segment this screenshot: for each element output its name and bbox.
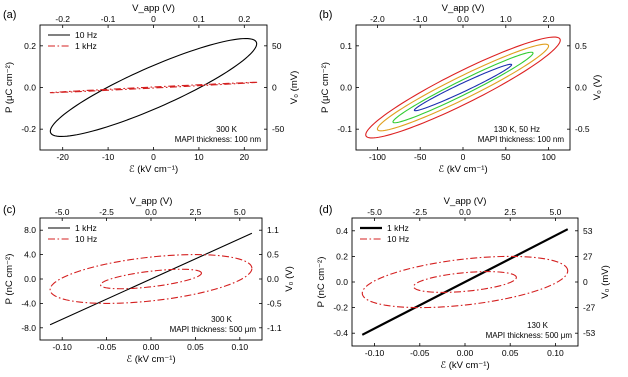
- top-axis-label: V_app (V): [129, 196, 173, 207]
- annotation: MAPI thickness: 100 nm: [174, 135, 261, 144]
- series-group: [366, 37, 561, 138]
- right-tick-label: 0.0: [575, 82, 587, 93]
- right-tick-label: 53: [583, 225, 593, 236]
- x-tick-label: 0.05: [501, 348, 519, 358]
- annotation: MAPI thickness: 100 nm: [477, 135, 564, 144]
- panel-label: (c): [3, 204, 16, 216]
- panel-label: (b): [319, 9, 333, 21]
- x-axis-label: ℰ (kV cm⁻¹): [128, 164, 179, 175]
- x-axis-label: ℰ (kV cm⁻¹): [440, 360, 490, 371]
- top-tick-label: 0.0: [457, 14, 469, 24]
- x-tick-label: -100: [368, 152, 386, 162]
- top-tick-label: 0.0: [145, 207, 157, 217]
- y-tick-label: 0.0: [336, 277, 348, 287]
- y-tick-label: 8.0: [24, 225, 36, 236]
- x-tick-label: 20: [239, 152, 250, 162]
- right-axis-label: V₀ (mV): [289, 70, 300, 105]
- x-tick-label: 0.10: [547, 348, 564, 358]
- x-tick-label: -10: [101, 152, 115, 162]
- panel-b: [319, 3, 603, 175]
- right-tick-label: 0: [272, 82, 277, 93]
- y-tick-label: -8.0: [21, 322, 36, 333]
- x-axis-label: ℰ (kV cm⁻¹): [126, 354, 176, 365]
- top-tick-label: -0.1: [100, 14, 116, 24]
- y-tick-label: -4.0: [21, 298, 36, 309]
- y-tick-label: 0.0: [24, 82, 36, 93]
- top-tick-label: 1.0: [499, 14, 512, 24]
- series-group: [362, 229, 567, 335]
- panel-a: [3, 3, 300, 175]
- y-tick-label: -0.4: [333, 328, 348, 339]
- legend-label: 1 kHz: [75, 41, 97, 51]
- x-tick-label: 0.10: [231, 342, 249, 352]
- top-tick-label: -5.0: [54, 207, 70, 217]
- top-tick-label: 0: [151, 14, 156, 24]
- x-tick-label: 10: [194, 152, 204, 162]
- x-tick-label: 50: [501, 152, 511, 162]
- right-axis-label: V₀ (mV): [600, 265, 611, 299]
- series-line-0: [50, 233, 252, 325]
- top-tick-label: 5.0: [549, 207, 562, 217]
- right-tick-label: 0.5: [267, 249, 279, 260]
- y-tick-label: 0.1: [340, 40, 352, 51]
- panel-label: (d): [319, 204, 333, 216]
- top-tick-label: 2.0: [542, 14, 555, 24]
- x-tick-label: 0.00: [456, 348, 474, 358]
- annotation: 300 K: [211, 315, 232, 324]
- series-group: [50, 39, 256, 137]
- right-tick-label: 1.1: [267, 225, 279, 236]
- annotation: 130 K: [527, 321, 548, 330]
- series-line-2: [393, 52, 533, 123]
- top-axis-label: V_app (V): [441, 3, 485, 14]
- y-axis-label: P (nC cm⁻²): [316, 256, 327, 308]
- right-axis-label: V₀ (V): [284, 266, 295, 292]
- top-tick-label: 0.1: [192, 14, 205, 24]
- panel-d: [316, 196, 611, 371]
- panel-c: [3, 196, 295, 365]
- top-tick-label: -2.0: [370, 14, 385, 24]
- top-tick-label: 0.2: [238, 14, 251, 24]
- right-tick-label: 27: [583, 251, 593, 262]
- legend-label: 1 kHz: [75, 223, 97, 233]
- x-tick-label: -0.05: [96, 342, 117, 352]
- series-group: [50, 233, 252, 325]
- top-tick-label: 2.5: [189, 207, 202, 217]
- right-tick-label: -53: [583, 328, 596, 339]
- y-tick-label: 0.0: [340, 82, 352, 93]
- top-axis-label: V_app (V): [132, 3, 175, 14]
- y-axis-label: P (μC cm⁻²): [4, 62, 15, 113]
- x-tick-label: 0.00: [142, 342, 160, 352]
- top-tick-label: -0.2: [55, 14, 71, 24]
- y-tick-label: 0.4: [336, 225, 348, 236]
- y-axis-label: P (μC cm⁻²): [320, 62, 331, 113]
- right-tick-label: -1.1: [267, 322, 282, 333]
- y-tick-label: 0.2: [24, 40, 36, 51]
- top-tick-label: 0.0: [459, 207, 471, 217]
- x-tick-label: 100: [541, 152, 556, 162]
- right-tick-label: -0.5: [267, 298, 282, 309]
- top-tick-label: -5.0: [367, 207, 382, 217]
- annotation: MAPI thickness: 500 μm: [485, 331, 572, 340]
- top-tick-label: -2.5: [99, 207, 114, 217]
- y-tick-label: 0.0: [24, 274, 36, 284]
- x-axis-label: ℰ (kV cm⁻¹): [438, 164, 488, 175]
- x-tick-label: -0.10: [52, 342, 72, 352]
- top-tick-label: 2.5: [504, 207, 517, 217]
- x-tick-label: -0.05: [410, 348, 430, 358]
- right-tick-label: -0.5: [575, 124, 590, 135]
- legend-label: 10 Hz: [75, 234, 98, 244]
- y-axis-label: P (nC cm⁻²): [4, 253, 15, 305]
- x-tick-label: 0: [151, 152, 156, 162]
- x-tick-label: -20: [56, 152, 69, 162]
- top-tick-label: -2.5: [412, 207, 428, 217]
- series-line-0: [362, 229, 567, 335]
- right-tick-label: 0: [583, 277, 588, 287]
- top-tick-label: 5.0: [233, 207, 246, 217]
- y-tick-label: -0.2: [333, 302, 348, 313]
- y-tick-label: 0.2: [336, 251, 348, 262]
- series-line-1: [377, 44, 548, 131]
- right-tick-label: -50: [272, 124, 285, 135]
- annotation: 300 K: [216, 125, 237, 134]
- top-axis-label: V_app (V): [443, 196, 487, 207]
- y-tick-label: -0.1: [337, 124, 352, 135]
- annotation: MAPI thickness: 500 μm: [169, 325, 256, 334]
- right-tick-label: 0.5: [575, 40, 587, 51]
- legend-label: 10 Hz: [387, 234, 410, 244]
- right-tick-label: -27: [583, 302, 596, 313]
- x-tick-label: 0.05: [187, 342, 204, 352]
- legend-label: 1 kHz: [387, 223, 409, 233]
- right-tick-label: 50: [272, 40, 282, 51]
- right-tick-label: 0.0: [267, 274, 279, 284]
- legend-label: 10 Hz: [75, 30, 98, 40]
- x-tick-label: -50: [414, 152, 427, 162]
- annotation: 130 K, 50 Hz: [493, 125, 540, 134]
- y-tick-label: 4.0: [24, 249, 36, 260]
- top-tick-label: -1.0: [412, 14, 428, 24]
- y-tick-label: -0.2: [21, 124, 36, 135]
- x-tick-label: -0.10: [364, 348, 385, 358]
- series-line-1: [50, 82, 256, 92]
- panel-label: (a): [3, 9, 17, 21]
- right-axis-label: V₀ (V): [592, 74, 603, 101]
- x-tick-label: 0: [460, 152, 466, 162]
